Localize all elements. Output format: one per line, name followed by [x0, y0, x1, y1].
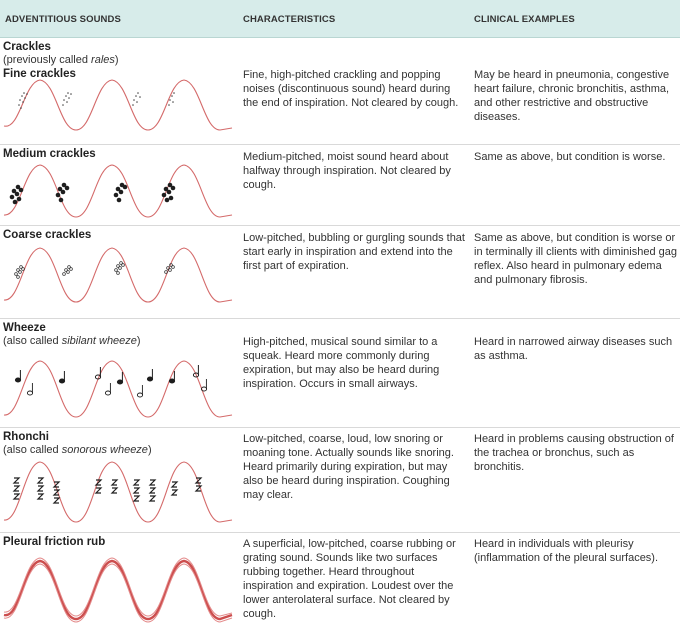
- row-coarse-crackles: [0, 226, 680, 319]
- rhonchi-waveform: [0, 456, 236, 530]
- characteristics-cell: [243, 68, 465, 110]
- sound-cell: [3, 535, 233, 549]
- characteristics-cell: [243, 537, 465, 621]
- row-wheeze: [0, 319, 680, 428]
- sound-cell: [3, 321, 233, 348]
- row-rhonchi: [0, 428, 680, 533]
- clinical-cell: [474, 68, 678, 124]
- clinical-cell: [474, 150, 678, 164]
- characteristics-cell: [243, 432, 465, 502]
- sound-name: Pleural friction rub: [3, 536, 106, 548]
- clinical-text: Heard in individuals with pleurisy (inflammation of the pleural surfaces).: [474, 538, 659, 564]
- characteristics-cell: [243, 231, 465, 273]
- row-medium-crackles: [0, 145, 680, 226]
- sound-cell: [3, 40, 233, 81]
- characteristics-cell: [243, 150, 465, 192]
- sound-name: Fine crackles: [3, 68, 76, 80]
- row-pleural-friction-rub: [0, 533, 680, 639]
- clinical-text: Heard in narrowed airway diseases such as asthma.: [474, 336, 673, 362]
- characteristics-text: A superficial, low-pitched, coarse rubbing or grating sound. Sounds like two surfaces rubbing together. Heard throughout inspiration and expiration. Loudest over the lower anterolateral surface. Not cleared by cough.: [243, 538, 456, 620]
- wheeze-waveform: [0, 353, 236, 427]
- medium-crackles-waveform: [0, 159, 236, 225]
- header-clinical-examples: CLINICAL EXAMPLES: [474, 14, 575, 25]
- sound-name: Medium crackles: [3, 148, 96, 160]
- clinical-text: May be heard in pneumonia, congestive heart failure, chronic bronchitis, asthma, and other restrictive and obstructive diseases.: [474, 69, 670, 123]
- table-header: [0, 0, 680, 38]
- characteristics-text: Medium-pitched, moist sound heard about halfway through inspiration. Not cleared by cough.: [243, 151, 451, 191]
- clinical-text: Same as above, but condition is worse.: [474, 151, 666, 163]
- row-fine-crackles: [0, 38, 680, 145]
- characteristics-text: High-pitched, musical sound similar to a squeak. Heard more commonly during expiration, but may also be heard during inspiration. Occurs in small airways.: [243, 336, 440, 390]
- clinical-text: Same as above, but condition is worse or in terminally ill clients with diminished gag reflex. Also heard in pulmonary edema and pulmonary fibrosis.: [474, 232, 677, 286]
- sound-cell: [3, 228, 233, 242]
- clinical-cell: [474, 432, 678, 474]
- characteristics-cell: [243, 335, 465, 391]
- crackles-title: Crackles: [3, 41, 51, 53]
- clinical-cell: [474, 335, 678, 363]
- wheeze-subtitle: (also called sibilant wheeze): [3, 335, 141, 347]
- sound-name: Rhonchi: [3, 431, 49, 443]
- clinical-cell: [474, 537, 678, 565]
- characteristics-text: Low-pitched, bubbling or gurgling sounds that start early in inspiration and extend into the first part of expiration.: [243, 232, 465, 272]
- characteristics-text: Fine, high-pitched crackling and popping noises (discontinuous sound) heard during the end of inspiration. Not cleared by cough.: [243, 69, 459, 109]
- characteristics-text: Low-pitched, coarse, loud, low snoring or moaning tone. Actually sounds like snoring. Heard primarily during expiration, but may also be heard during inspiration. Coughing may clear.: [243, 433, 454, 501]
- pleural-friction-rub-waveform: [0, 553, 236, 629]
- clinical-cell: [474, 231, 678, 287]
- sound-name: Wheeze: [3, 322, 46, 334]
- header-characteristics: CHARACTERISTICS: [243, 14, 336, 25]
- crackles-subtitle: (previously called rales): [3, 54, 119, 66]
- rhonchi-subtitle: (also called sonorous wheeze): [3, 444, 152, 456]
- clinical-text: Heard in problems causing obstruction of the trachea or bronchus, such as bronchitis.: [474, 433, 674, 473]
- fine-crackles-waveform: [0, 76, 236, 142]
- sound-cell: [3, 430, 233, 457]
- coarse-crackles-waveform: [0, 242, 236, 312]
- sound-name: Coarse crackles: [3, 229, 92, 241]
- header-adventitious-sounds: ADVENTITIOUS SOUNDS: [5, 14, 121, 25]
